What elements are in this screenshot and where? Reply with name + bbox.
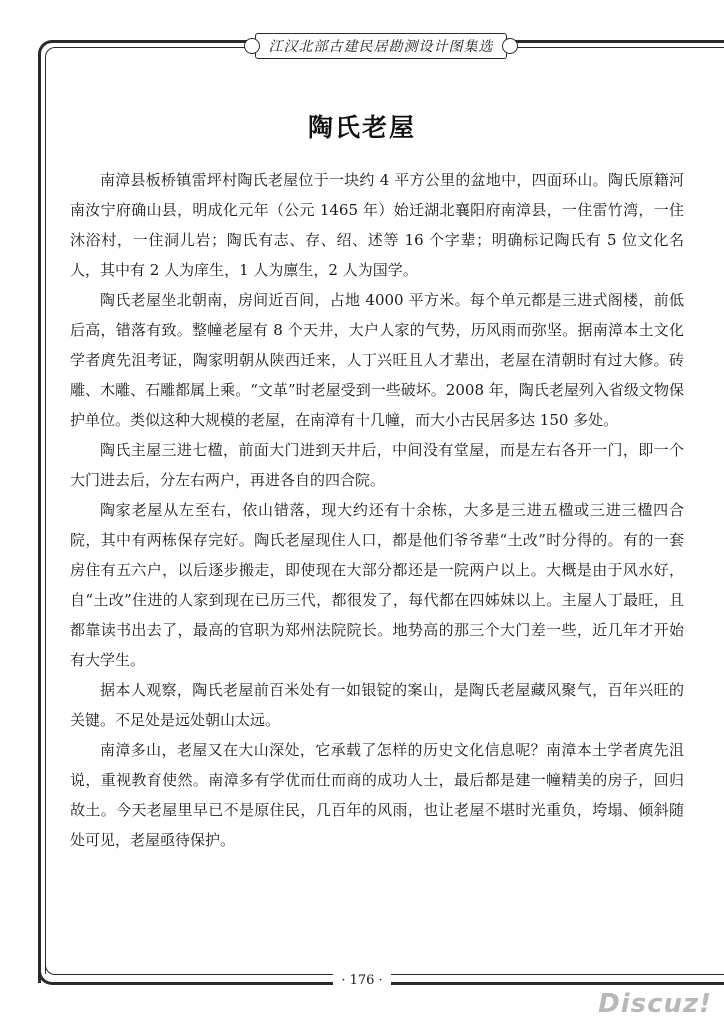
header-banner-text: 江汉北部古建民居勘测设计图集选 — [268, 39, 494, 55]
paragraph: 南漳多山，老屋又在大山深处，它承载了怎样的历史文化信息呢？南漳本土学者庹先沮说，重视教育使然。南漳多有学优而仕而商的成功人士，最后都是建一幢精美的房子，回归故土。今天老屋里早已不是原住民，几百年的风雨，也让老屋不堪时光重负，垮塌、倾斜随处可见，老屋亟待保护。 — [70, 741, 684, 849]
paragraph: 陶家老屋从左至右，依山错落，现大约还有十余栋，大多是三进五楹或三进三楹四合院，其中有两栋保存完好。陶氏老屋现住人口，都是他们爷爷辈“土改”时分得的。有的一套房住有五六户，以后逐步搬走，即使现在大部分都还是一院两户以上。大概是由于风水好，自“土改”住进的人家到现在已历三代，都很发了，每代都在四姊妹以上。主屋人丁最旺，且都靠读书出去了，最高的官职为郑州法院院长。地势高的那三个大门差一些，近几年才开始有大学生。 — [70, 501, 684, 669]
article-body — [70, 165, 684, 855]
page-number-text: · 176 · — [333, 973, 390, 988]
paragraph: 陶氏老屋坐北朝南，房间近百间，占地 4000 平方米。每个单元都是三进式阁楼，前低后高，错落有致。整幢老屋有 8 个天井，大户人家的气势，历风雨而弥坚。据南漳本土文化学者庹先沮考证，陶家明朝从陕西迁来，人丁兴旺且人才辈出，老屋在清朝时有过大修。砖雕、木雕、石雕都属上乘。“文革”时老屋受到一些破坏。2008 年，陶氏老屋列入省级文物保护单位。类似这种大规模的老屋，在南漳有十几幢，而大小古民居多达 150 多处。 — [70, 291, 684, 429]
paragraph: 陶氏主屋三进七楹，前面大门进到天井后，中间没有堂屋，而是左右各开一门，即一个大门进去后，分左右两户，再进各自的四合院。 — [70, 441, 684, 489]
watermark-logo: Discuz! — [598, 989, 712, 1019]
paragraph: 据本人观察，陶氏老屋前百米处有一如银锭的案山，是陶氏老屋藏风聚气，百年兴旺的关键。不足处是远处朝山太远。 — [70, 681, 684, 729]
header-banner — [255, 33, 507, 59]
page-number — [0, 973, 724, 988]
paragraph: 南漳县板桥镇雷坪村陶氏老屋位于一块约 4 平方公里的盆地中，四面环山。陶氏原籍河南汝宁府确山县，明成化元年（公元 1465 年）始迁湖北襄阳府南漳县，一住雷竹湾，一住沐浴村，一住洞儿岩；陶氏有志、存、绍、述等 16 个字辈；明确标记陶氏有 5 位文化名人，其中有 2 人为庠生，1 人为廪生，2 人为国学。 — [70, 171, 684, 279]
page-title: 陶氏老屋 — [307, 113, 416, 142]
